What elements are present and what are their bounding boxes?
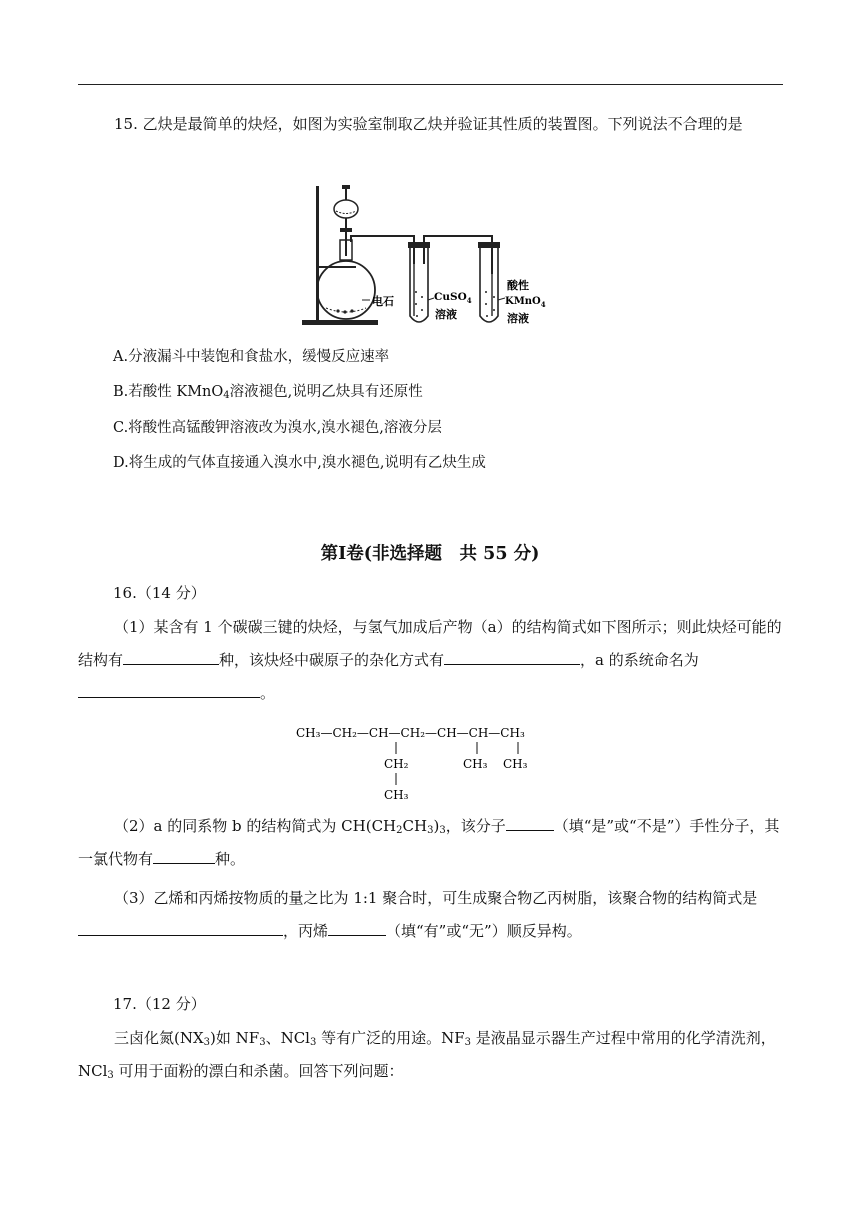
q17-text-c: 、NCl <box>265 1029 310 1047</box>
q16-part3-text-a: （3）乙烯和丙烯按物质的量之比为 1:1 聚合时，可生成聚合物乙丙树脂，该聚合物的结构简式是 <box>114 889 758 907</box>
q16-part2-sub3: 3 <box>439 825 446 836</box>
label-cuso4-subscript: 4 <box>466 296 472 305</box>
label-calcium-carbide: 电石 <box>372 295 394 308</box>
q16-part2-text-a: （2）a 的同系物 b 的结构简式为 CH(CH <box>114 817 397 835</box>
q17-sub4: 3 <box>464 1037 472 1048</box>
q17-sub2: 3 <box>259 1037 266 1048</box>
q16-blank-isomer[interactable] <box>328 919 386 936</box>
q16-part1-text-d: 。 <box>260 684 276 702</box>
q17-sub5: 3 <box>107 1070 114 1081</box>
q16-header: 16.（14 分） <box>113 584 206 602</box>
section-title: 第Ⅰ卷(非选择题 共 55 分) <box>320 544 540 564</box>
svg-text:KMnO4 <box>505 296 546 309</box>
q16-blank-hybridization[interactable] <box>444 648 580 665</box>
q17-sub3: 3 <box>309 1037 317 1048</box>
branch-methyl-2: CH₃ <box>503 757 528 771</box>
q16-part2-close: ) <box>433 817 440 835</box>
q16-blank-polymer[interactable] <box>78 919 283 936</box>
q16-part2-text-d: 种。 <box>215 850 246 868</box>
q16-part1-text-c: ，a 的系统命名为 <box>580 651 699 669</box>
q16-part3-text-c: （填“有”或“无”）顺反异构。 <box>386 922 582 940</box>
q17-text-b: )如 NF <box>210 1029 260 1047</box>
label-cuso4: CuSO <box>434 291 467 303</box>
label-kmno4: KMnO <box>505 296 541 307</box>
q15-option-b-subscript: 4 <box>223 390 230 401</box>
q16-blank-chiral[interactable] <box>506 814 554 831</box>
branch-ethyl-ch2: CH₂ <box>384 757 409 771</box>
main-chain-formula: CH₃—CH₂—CH—CH₂—CH—CH—CH₃ <box>296 726 525 740</box>
q16-part1-text-b: 种，该炔烃中碳原子的杂化方式有 <box>219 651 445 669</box>
q17-text-e: 是液晶显示器生产过程中常用的化学清洗剂，NCl <box>78 1029 776 1080</box>
q16-part3-text-b: ，丙烯 <box>283 922 329 940</box>
q16-part2-sub2: 3 <box>427 825 434 836</box>
acetylene-apparatus-diagram <box>298 184 546 330</box>
q16-part2-text-b: ，该分子 <box>445 817 506 835</box>
label-cuso4-solution: 溶液 <box>435 308 457 321</box>
q16-part1 <box>78 611 783 710</box>
q15-stem: 15. 乙炔是最简单的炔烃，如图为实验室制取乙炔并验证其性质的装置图。下列说法不合理的是 <box>114 115 743 133</box>
q16-part1-text-a: （1）某含有 1 个碳碳三键的炔烃，与氢气加成后产物（a）的结构简式如下图所示；则此炔烃可能的结构有 <box>78 618 782 669</box>
q15-option-a: A.分液漏斗中装饱和食盐水，缓慢反应速率 <box>113 349 390 365</box>
branch-methyl-1: CH₃ <box>463 757 488 771</box>
label-kmno4-solution: 溶液 <box>507 312 529 325</box>
q17-text-a: 三卤化氮(NX <box>114 1029 204 1047</box>
q15-option-c: C.将酸性高锰酸钾溶液改为溴水,溴水褪色,溶液分层 <box>113 420 442 436</box>
header-rule <box>78 84 783 85</box>
q16-part3 <box>78 882 783 948</box>
q16-blank-name[interactable] <box>78 681 260 698</box>
q17-text-d: 等有广泛的用途。NF <box>316 1029 465 1047</box>
q17-sub1: 3 <box>203 1037 211 1048</box>
q16-blank-monochloro[interactable] <box>153 847 215 864</box>
q15-option-b-post: 溶液褪色,说明乙炔具有还原性 <box>229 384 423 400</box>
branch-ethyl-ch3: CH₃ <box>384 788 409 802</box>
q15-option-b <box>113 382 423 402</box>
label-acidic: 酸性 <box>507 279 529 292</box>
structural-formula-a <box>290 720 580 806</box>
q16-blank-structures[interactable] <box>123 648 219 665</box>
q16-part2 <box>78 810 783 876</box>
q17-header: 17.（12 分） <box>113 995 206 1013</box>
q17-intro <box>78 1022 783 1088</box>
q17-text-f: 可用于面粉的漂白和杀菌。回答下列问题： <box>113 1062 404 1080</box>
q16-part2-text-c: （填“是”或“不是”）手性分子，其一氯代物有 <box>78 817 780 868</box>
svg-text:CuSO4 <box>434 291 472 305</box>
q15-option-b-pre: B.若酸性 KMnO <box>113 384 224 400</box>
q15-option-d: D.将生成的气体直接通入溴水中,溴水褪色,说明有乙炔生成 <box>113 455 486 471</box>
q16-part2-sub1: 2 <box>396 825 403 836</box>
label-kmno4-subscript: 4 <box>540 300 546 309</box>
q16-part2-ch: CH <box>402 817 428 835</box>
